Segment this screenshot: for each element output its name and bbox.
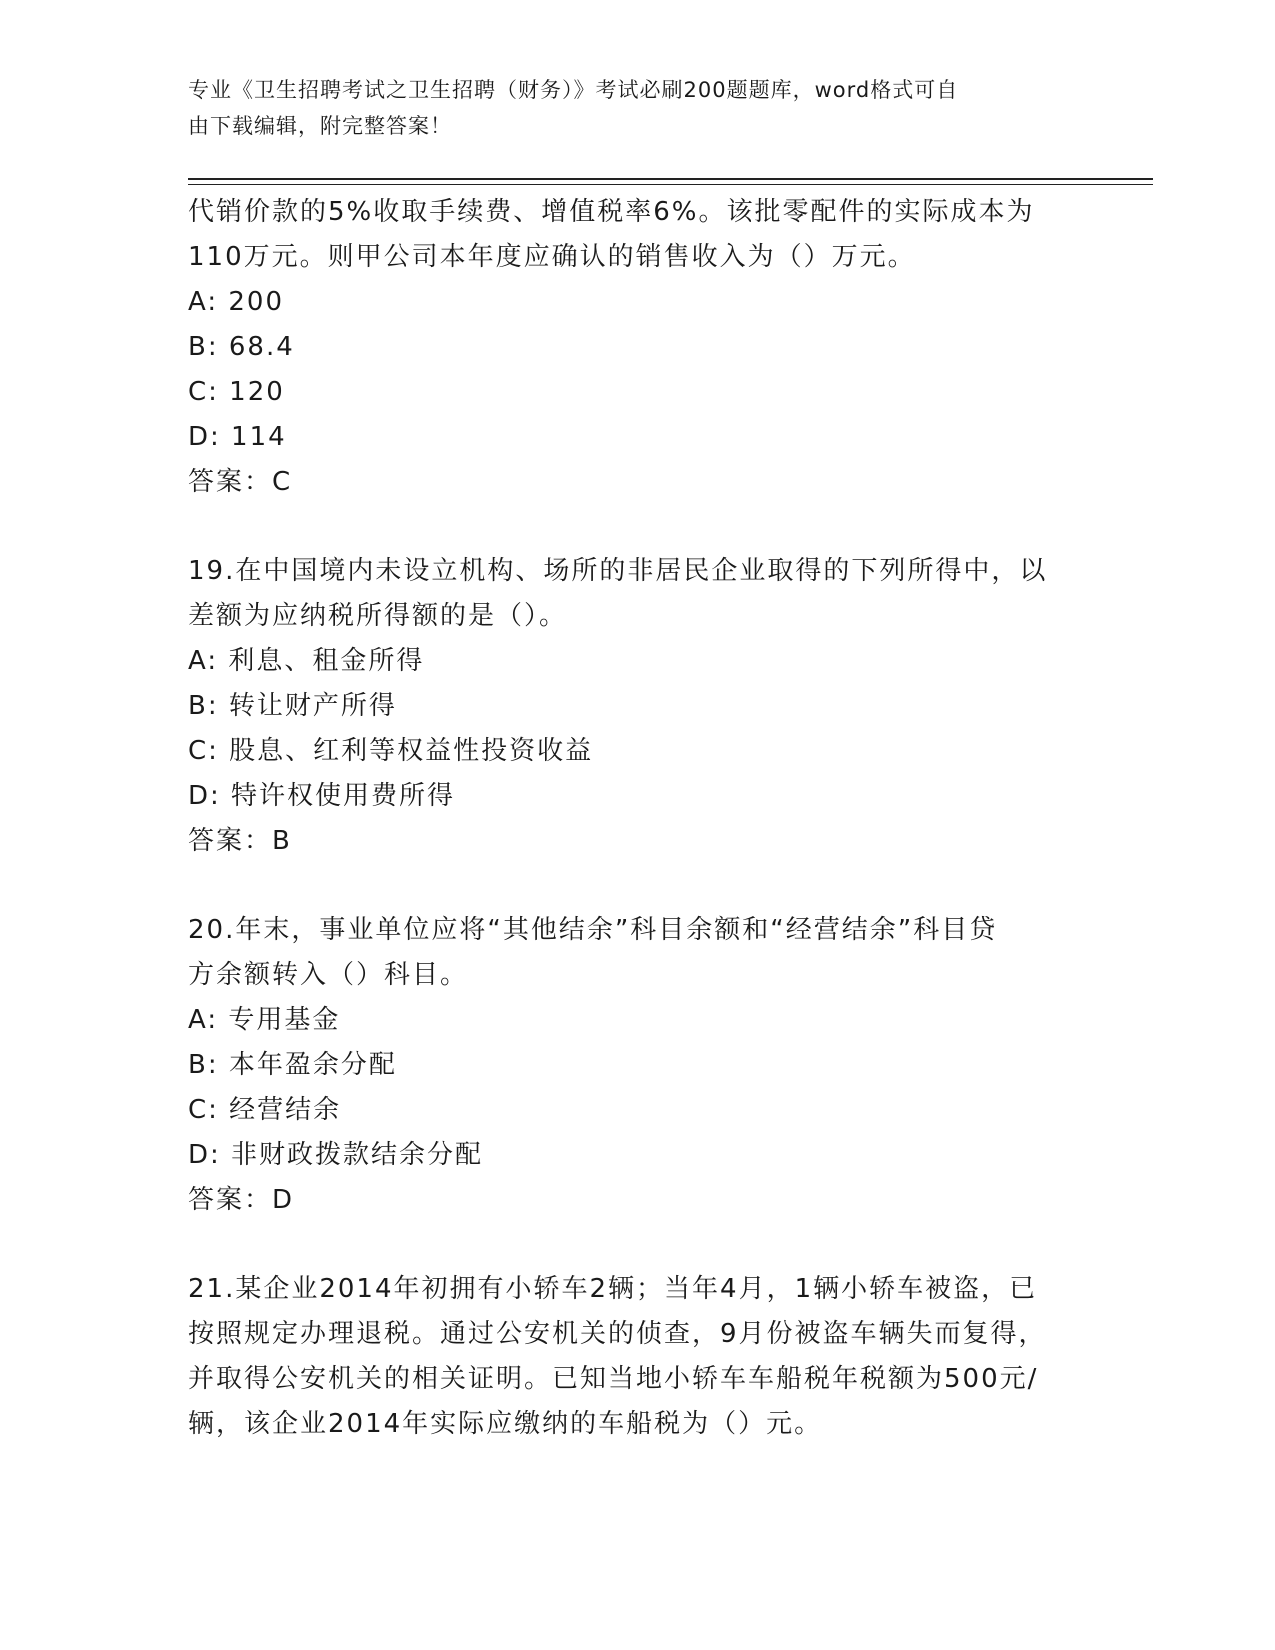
question-stem-line: 辆，该企业2014年实际应缴纳的车船税为（）元。 <box>188 1409 823 1439</box>
question-stem-line: 按照规定办理退税。通过公安机关的侦查，9月份被盗车辆失而复得， <box>188 1319 1047 1349</box>
answer-line: 答案：B <box>188 826 292 856</box>
header-line-1: 专业《卫生招聘考试之卫生招聘（财务）》考试必刷200题题库，word格式可自 <box>188 78 959 102</box>
question-stem-line: 并取得公安机关的相关证明。已知当地小轿车车船税年税额为500元/ <box>188 1364 1039 1394</box>
header-line-2: 由下载编辑，附完整答案！ <box>188 114 452 138</box>
document-header <box>188 72 1088 144</box>
option-d: D: 特许权使用费所得 <box>188 781 456 811</box>
option-a: A: 200 <box>188 287 284 317</box>
header-rule-thick <box>188 178 1153 180</box>
question-block <box>188 1267 1088 1447</box>
option-d: D: 非财政拨款结余分配 <box>188 1140 484 1170</box>
question-stem-line: 110万元。则甲公司本年度应确认的销售收入为（）万元。 <box>188 242 916 272</box>
answer-line: 答案：C <box>188 467 293 497</box>
questions-list <box>188 190 1088 1447</box>
question-stem-line: 方余额转入（）科目。 <box>188 960 469 990</box>
option-d: D: 114 <box>188 422 287 452</box>
option-c: C: 股息、红利等权益性投资收益 <box>188 736 594 766</box>
question-block <box>188 190 1088 505</box>
option-c: C: 120 <box>188 377 285 407</box>
question-block <box>188 908 1088 1223</box>
option-a: A: 专用基金 <box>188 1005 341 1035</box>
option-c: C: 经营结余 <box>188 1095 342 1125</box>
question-stem-line: 21.某企业2014年初拥有小轿车2辆；当年4月，1辆小轿车被盗，已 <box>188 1274 1038 1304</box>
question-stem-line: 19.在中国境内未设立机构、场所的非居民企业取得的下列所得中，以 <box>188 556 1048 586</box>
question-block <box>188 549 1088 864</box>
header-rule-thin <box>188 184 1153 185</box>
question-stem-line: 代销价款的5%收取手续费、增值税率6%。该批零配件的实际成本为 <box>188 197 1035 227</box>
option-b: B: 转让财产所得 <box>188 691 397 721</box>
option-b: B: 68.4 <box>188 332 295 362</box>
question-stem-line: 20.年末，事业单位应将“其他结余”科目余额和“经营结余”科目贷 <box>188 915 998 945</box>
option-b: B: 本年盈余分配 <box>188 1050 397 1080</box>
question-stem-line: 差额为应纳税所得额的是（）。 <box>188 601 568 631</box>
answer-line: 答案：D <box>188 1185 295 1215</box>
option-a: A: 利息、租金所得 <box>188 646 425 676</box>
